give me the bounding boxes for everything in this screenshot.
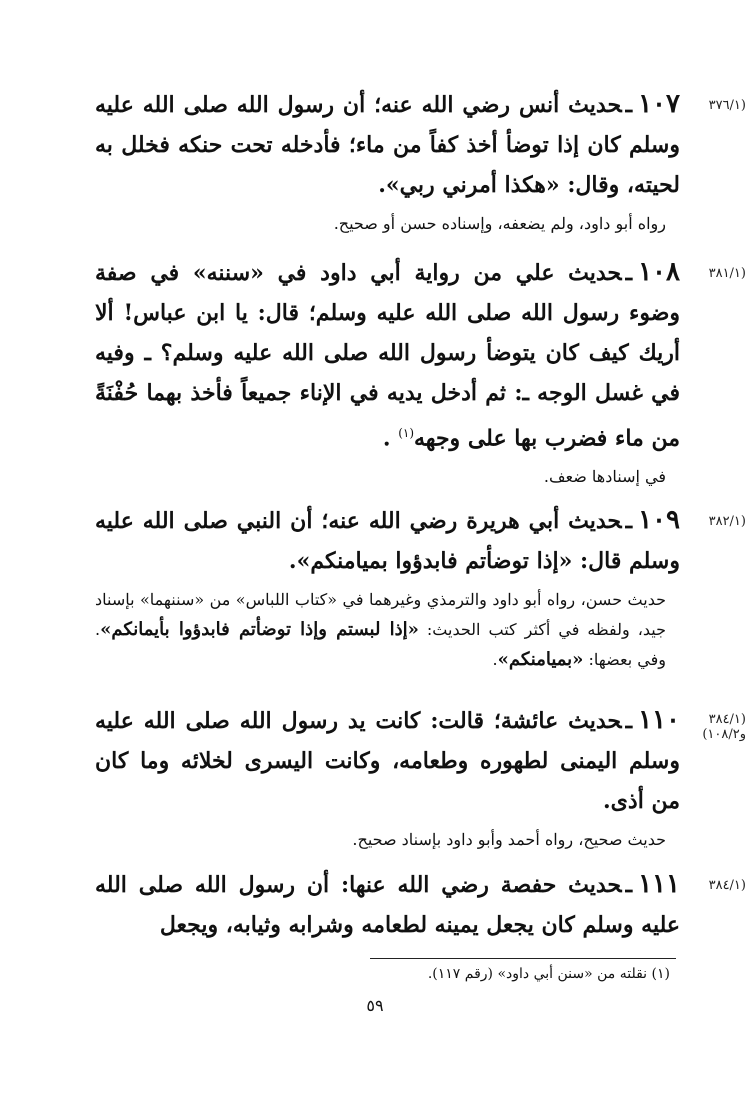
hadith-entry — [95, 700, 680, 855]
commentary: حديث صحيح، رواه أحمد وأبو داود بإسناد صحيح. — [352, 830, 666, 849]
footnote-marker[interactable]: (١) — [398, 426, 415, 440]
hadith-number: ١٠٩ — [638, 505, 680, 535]
commentary: في إسنادها ضعف. — [543, 467, 666, 487]
hadith-text: ١١١ـحديث حفصة رضي الله عنها: أن رسول الله صلى الله عليه وسلم كان يجعل يمينه لطعامه وشرابه وثيابه، ويجعل — [95, 869, 680, 938]
hadith-text: ١٠٧ـحديث أنس رضي الله عنه؛ أن رسول الله صلى الله عليه وسلم كان إذا توضأ أخذ كفاً من ماء؛ فأدخله تحت حنكه فخلل به لحيته، وقال: «هكذا أمرني ربي». — [95, 89, 680, 198]
commentary: رواه أبو داود، ولم يضعفه، وإسناده حسن أو صحيح. — [333, 214, 666, 233]
footnote: (١) نقلته من «سنن أبي داود» (رقم ١١٧). — [427, 966, 670, 982]
hadith-text: ١١٠ـحديث عائشة؛ قالت: كانت يد رسول الله صلى الله عليه وسلم اليمنى لطهوره وطعامه، وكانت اليسرى لخلائه وما كان من أذى. — [95, 705, 680, 814]
hadith-number: ١١٠ — [638, 705, 680, 735]
volume-page-reference: (٣٨٢/١ — [708, 514, 746, 529]
footnote-divider — [370, 958, 676, 959]
volume-page-reference: (٣٧٦/١ — [708, 98, 746, 113]
hadith-entry — [95, 252, 680, 492]
hadith-number: ١٠٨ — [638, 257, 680, 287]
volume-page-reference: (٣٨٤/١ — [708, 878, 746, 893]
volume-page-reference: (٣٨١/١ — [708, 266, 746, 281]
hadith-text: ١٠٩ـحديث أبي هريرة رضي الله عنه؛ أن النبي صلى الله عليه وسلم قال: «إذا توضأتم فابدؤوا بميامنكم». — [95, 505, 680, 574]
hadith-entry — [95, 84, 680, 239]
hadith-entry — [95, 500, 680, 675]
hadith-text: ١٠٨ـحديث علي من رواية أبي داود في «سننه» في صفة وضوء رسول الله صلى الله عليه وسلم؛ قال: يا ابن عباس! ألا أريك كيف كان يتوضأ رسول الله صلى الله عليه وسلم؟ ـ وفيه في غسل الوجه ـ: ثم أدخل يديه في الإناء جميعاً فأخذ بهما حُفْنَةً من ماء فضرب بها على وجهه$^{(١)}$ . — [95, 257, 680, 452]
commentary: حديث حسن، رواه أبو داود والترمذي وغيرهما في «كتاب اللباس» من «سننهما» بإسناد جيد، ولفظه في أكثر كتب الحديث: «إذا لبستم وإذا توضأتم فابدؤوا بأيمانكم». وفي بعضها: «بميامنكم». — [95, 590, 666, 670]
hadith-number: ١١١ — [638, 869, 680, 899]
hadith-entry — [95, 864, 680, 945]
hadith-number: ١٠٧ — [638, 89, 680, 119]
page-number: ٥٩ — [366, 996, 384, 1015]
volume-page-reference: (٣٨٤/١ و١٠٨/٢) — [702, 712, 746, 742]
